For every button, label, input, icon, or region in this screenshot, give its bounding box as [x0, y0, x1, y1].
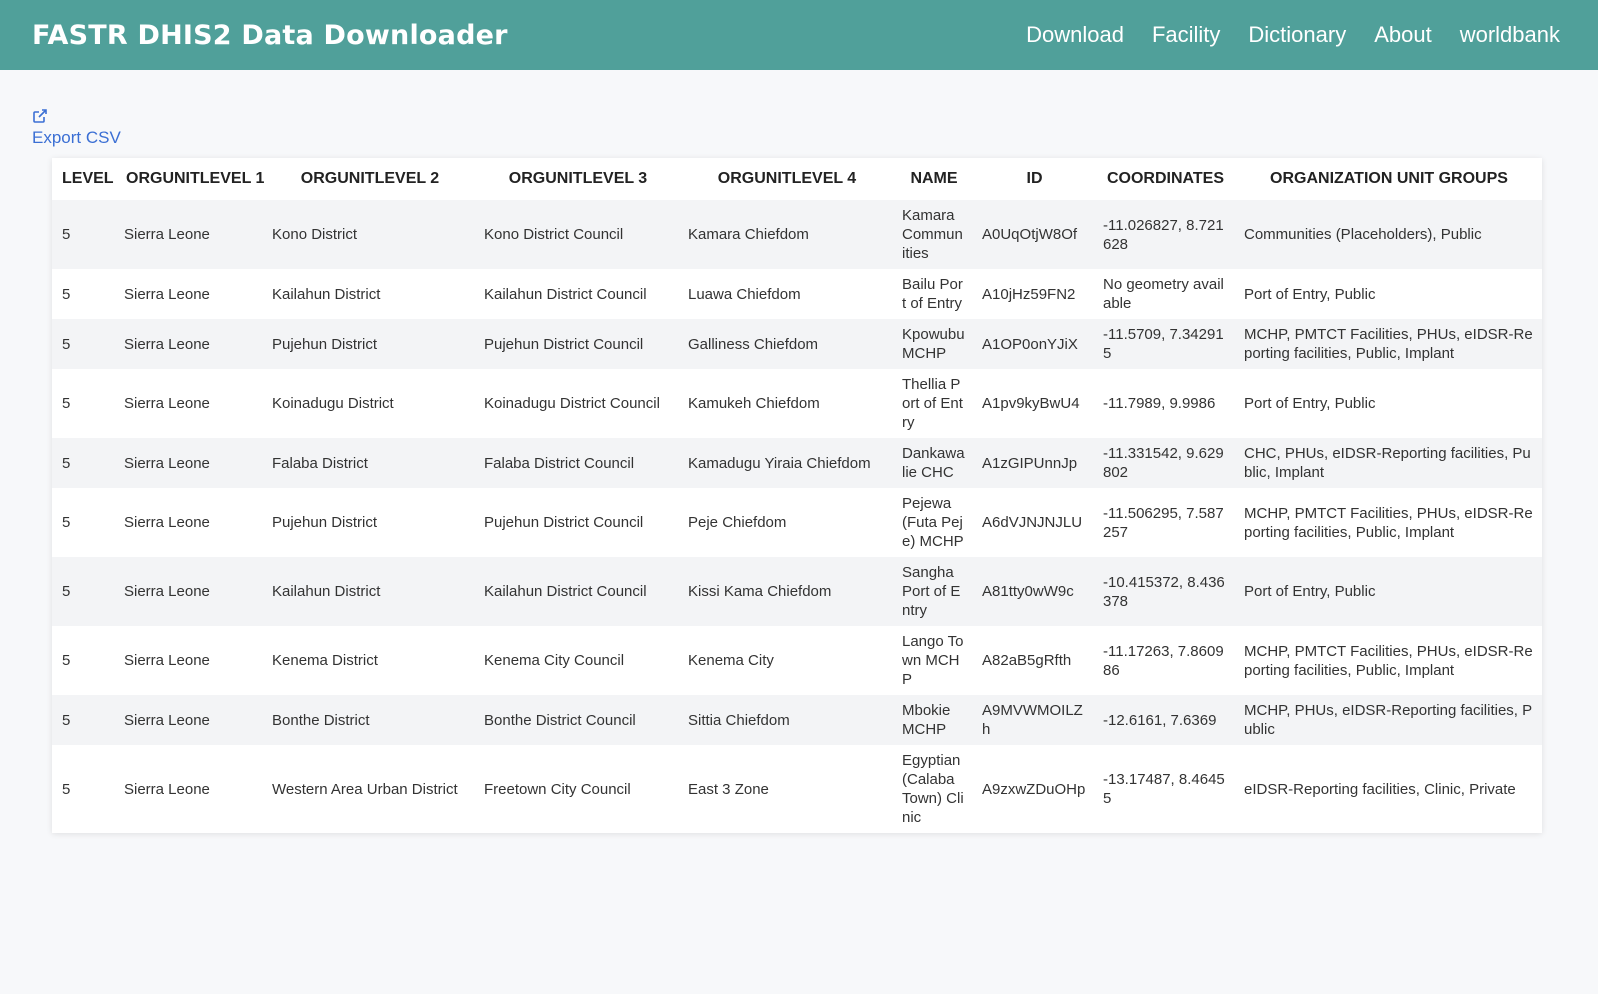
cell-orgunitlevel2: Pujehun District	[272, 335, 378, 353]
col-header-orgunitlevel4[interactable]: ORGUNITLEVEL 4	[717, 170, 857, 187]
brand-title[interactable]: FASTR DHIS2 Data Downloader	[32, 19, 508, 51]
cell-orgunitlevel4: Kamara Chiefdom	[688, 226, 809, 243]
cell-orgunitlevel1: Sierra Leone	[124, 454, 210, 472]
cell-org-unit-groups: MCHP, PMTCT Facilities, PHUs, eIDSR-Reporting facilities, Public, Implant	[1244, 326, 1533, 362]
cell-orgunitlevel1: Sierra Leone	[124, 780, 210, 798]
col-header-orgunitlevel3[interactable]: ORGUNITLEVEL 3	[508, 170, 648, 187]
cell-orgunitlevel2: Falaba District	[272, 454, 368, 472]
cell-name: Dankawalie CHC	[902, 445, 965, 481]
nav-download[interactable]: Download	[1026, 22, 1124, 47]
cell-orgunitlevel4: Kamadugu Yiraia Chiefdom	[688, 454, 871, 472]
cell-name: Lango Town MCHP	[902, 633, 964, 688]
cell-level: 5	[62, 514, 71, 531]
cell-orgunitlevel3: Falaba District Council	[484, 454, 635, 472]
cell-coordinates: -11.17263, 7.860986	[1103, 642, 1224, 679]
facility-table-container	[52, 158, 1542, 833]
cell-orgunitlevel3: Bonthe District Council	[484, 711, 636, 729]
cell-org-unit-groups: CHC, PHUs, eIDSR-Reporting facilities, Public, Implant	[1244, 445, 1531, 481]
cell-orgunitlevel4: Kamukeh Chiefdom	[688, 395, 820, 412]
cell-orgunitlevel2: Kailahun District	[272, 285, 381, 303]
cell-orgunitlevel2: Pujehun District	[272, 514, 378, 531]
cell-id: A9MVWMOILZh	[982, 702, 1083, 738]
cell-coordinates: -13.17487, 8.46455	[1103, 771, 1225, 807]
cell-orgunitlevel1: Sierra Leone	[124, 285, 210, 303]
cell-orgunitlevel2: Kono District	[272, 226, 358, 243]
cell-orgunitlevel3: Kailahun District Council	[484, 583, 647, 600]
main-content	[0, 70, 1598, 833]
nav-links	[1026, 22, 1560, 48]
cell-org-unit-groups: Port of Entry, Public	[1244, 395, 1376, 412]
cell-level: 5	[62, 395, 71, 412]
cell-org-unit-groups: MCHP, PMTCT Facilities, PHUs, eIDSR-Reporting facilities, Public, Implant	[1244, 642, 1533, 679]
cell-orgunitlevel4: Peje Chiefdom	[688, 514, 787, 531]
cell-level: 5	[62, 335, 71, 353]
table-row[interactable]	[52, 745, 1542, 833]
cell-orgunitlevel1: Sierra Leone	[124, 395, 210, 412]
cell-id: A1pv9kyBwU4	[982, 395, 1080, 412]
cell-coordinates: -11.506295, 7.587257	[1103, 504, 1224, 541]
col-header-orgunitlevel1[interactable]: ORGUNITLEVEL 1	[126, 170, 265, 187]
cell-id: A10jHz59FN2	[982, 285, 1076, 303]
cell-org-unit-groups: Communities (Placeholders), Public	[1244, 226, 1482, 243]
cell-coordinates: -11.026827, 8.721628	[1103, 216, 1224, 253]
facility-table	[52, 158, 1542, 833]
external-link-icon	[32, 108, 48, 124]
cell-orgunitlevel1: Sierra Leone	[124, 652, 210, 669]
cell-level: 5	[62, 780, 71, 798]
cell-id: A82aB5gRfth	[982, 652, 1072, 669]
cell-name: Mbokie MCHP	[902, 702, 951, 738]
cell-orgunitlevel4: East 3 Zone	[688, 780, 769, 798]
cell-level: 5	[62, 583, 71, 600]
export-csv-button[interactable]	[32, 108, 121, 148]
cell-orgunitlevel2: Bonthe District	[272, 711, 370, 729]
table-body	[52, 200, 1542, 833]
cell-id: A1OP0onYJiX	[982, 335, 1078, 353]
cell-coordinates: No geometry available	[1103, 276, 1224, 312]
cell-id: A81tty0wW9c	[982, 583, 1074, 600]
cell-org-unit-groups: MCHP, PMTCT Facilities, PHUs, eIDSR-Reporting facilities, Public, Implant	[1244, 504, 1533, 541]
cell-level: 5	[62, 711, 71, 729]
col-header-name[interactable]: NAME	[910, 170, 958, 187]
table-row[interactable]	[52, 369, 1542, 438]
cell-org-unit-groups: MCHP, PHUs, eIDSR-Reporting facilities, Public	[1244, 702, 1533, 738]
cell-orgunitlevel2: Kailahun District	[272, 583, 381, 600]
nav-facility[interactable]: Facility	[1151, 22, 1221, 47]
cell-orgunitlevel4: Kissi Kama Chiefdom	[688, 583, 832, 600]
cell-name: Kamara Communities	[902, 207, 963, 262]
table-row[interactable]	[52, 695, 1542, 745]
cell-level: 5	[62, 285, 71, 303]
cell-orgunitlevel3: Pujehun District Council	[484, 514, 644, 531]
col-header-orgunitlevel2[interactable]: ORGUNITLEVEL 2	[300, 170, 440, 187]
cell-level: 5	[62, 226, 71, 243]
table-row[interactable]	[52, 269, 1542, 319]
cell-id: A1zGIPUnnJp	[982, 454, 1078, 472]
cell-orgunitlevel1: Sierra Leone	[124, 226, 210, 243]
cell-level: 5	[62, 652, 71, 669]
cell-name: Sangha Port of Entry	[902, 564, 961, 619]
cell-name: Bailu Port of Entry	[902, 276, 963, 312]
cell-name: Kpowubu MCHP	[902, 326, 965, 362]
cell-orgunitlevel3: Koinadugu District Council	[484, 395, 660, 412]
cell-orgunitlevel3: Freetown City Council	[484, 780, 631, 798]
cell-orgunitlevel4: Galliness Chiefdom	[688, 335, 819, 353]
cell-id: A9zxwZDuOHp	[982, 780, 1086, 798]
cell-orgunitlevel4: Sittia Chiefdom	[688, 711, 790, 729]
cell-coordinates: -10.415372, 8.436378	[1103, 573, 1225, 610]
cell-orgunitlevel3: Kono District Council	[484, 226, 624, 243]
table-row[interactable]	[52, 200, 1542, 269]
cell-coordinates: -12.6161, 7.6369	[1103, 711, 1217, 729]
cell-coordinates: -11.7989, 9.9986	[1103, 395, 1216, 412]
cell-name: Thellia Port of Entry	[902, 376, 963, 431]
export-csv-label: Export CSV	[32, 128, 121, 147]
cell-orgunitlevel4: Luawa Chiefdom	[688, 285, 801, 303]
cell-orgunitlevel3: Kailahun District Council	[484, 285, 647, 303]
col-header-level[interactable]: LEVEL	[62, 170, 114, 187]
cell-org-unit-groups: eIDSR-Reporting facilities, Clinic, Private	[1244, 780, 1516, 798]
cell-coordinates: -11.5709, 7.342915	[1103, 326, 1224, 362]
nav-dictionary[interactable]: Dictionary	[1248, 22, 1347, 47]
cell-orgunitlevel3: Kenema City Council	[484, 652, 625, 669]
cell-orgunitlevel1: Sierra Leone	[124, 514, 210, 531]
cell-org-unit-groups: Port of Entry, Public	[1244, 285, 1376, 303]
cell-orgunitlevel2: Koinadugu District	[272, 395, 394, 412]
col-header-id[interactable]: ID	[1026, 170, 1043, 187]
cell-orgunitlevel1: Sierra Leone	[124, 335, 210, 353]
cell-level: 5	[62, 454, 71, 472]
table-row[interactable]	[52, 488, 1542, 557]
cell-orgunitlevel3: Pujehun District Council	[484, 335, 644, 353]
cell-orgunitlevel2: Western Area Urban District	[272, 780, 458, 798]
cell-name: Pejewa (Futa Peje) MCHP	[902, 495, 964, 550]
cell-id: A6dVJNJNJLU	[982, 514, 1083, 531]
table-row[interactable]	[52, 438, 1542, 488]
table-row[interactable]	[52, 319, 1542, 369]
col-header-org-unit-groups[interactable]: ORGANIZATION UNIT GROUPS	[1270, 170, 1508, 187]
nav-about[interactable]: About	[1374, 22, 1432, 47]
cell-coordinates: -11.331542, 9.629802	[1103, 445, 1224, 481]
cell-name: Egyptian (Calaba Town) Clinic	[902, 752, 964, 826]
cell-orgunitlevel2: Kenema District	[272, 652, 378, 669]
cell-id: A0UqOtjW8Of	[982, 226, 1078, 243]
cell-orgunitlevel4: Kenema City	[688, 652, 774, 669]
cell-orgunitlevel1: Sierra Leone	[124, 711, 210, 729]
navbar	[0, 0, 1598, 70]
cell-orgunitlevel1: Sierra Leone	[124, 583, 210, 600]
nav-worldbank[interactable]: worldbank	[1459, 22, 1560, 47]
table-header-row	[52, 158, 1542, 200]
cell-org-unit-groups: Port of Entry, Public	[1244, 583, 1376, 600]
table-row[interactable]	[52, 557, 1542, 626]
table-row[interactable]	[52, 626, 1542, 695]
col-header-coordinates[interactable]: COORDINATES	[1106, 170, 1225, 187]
